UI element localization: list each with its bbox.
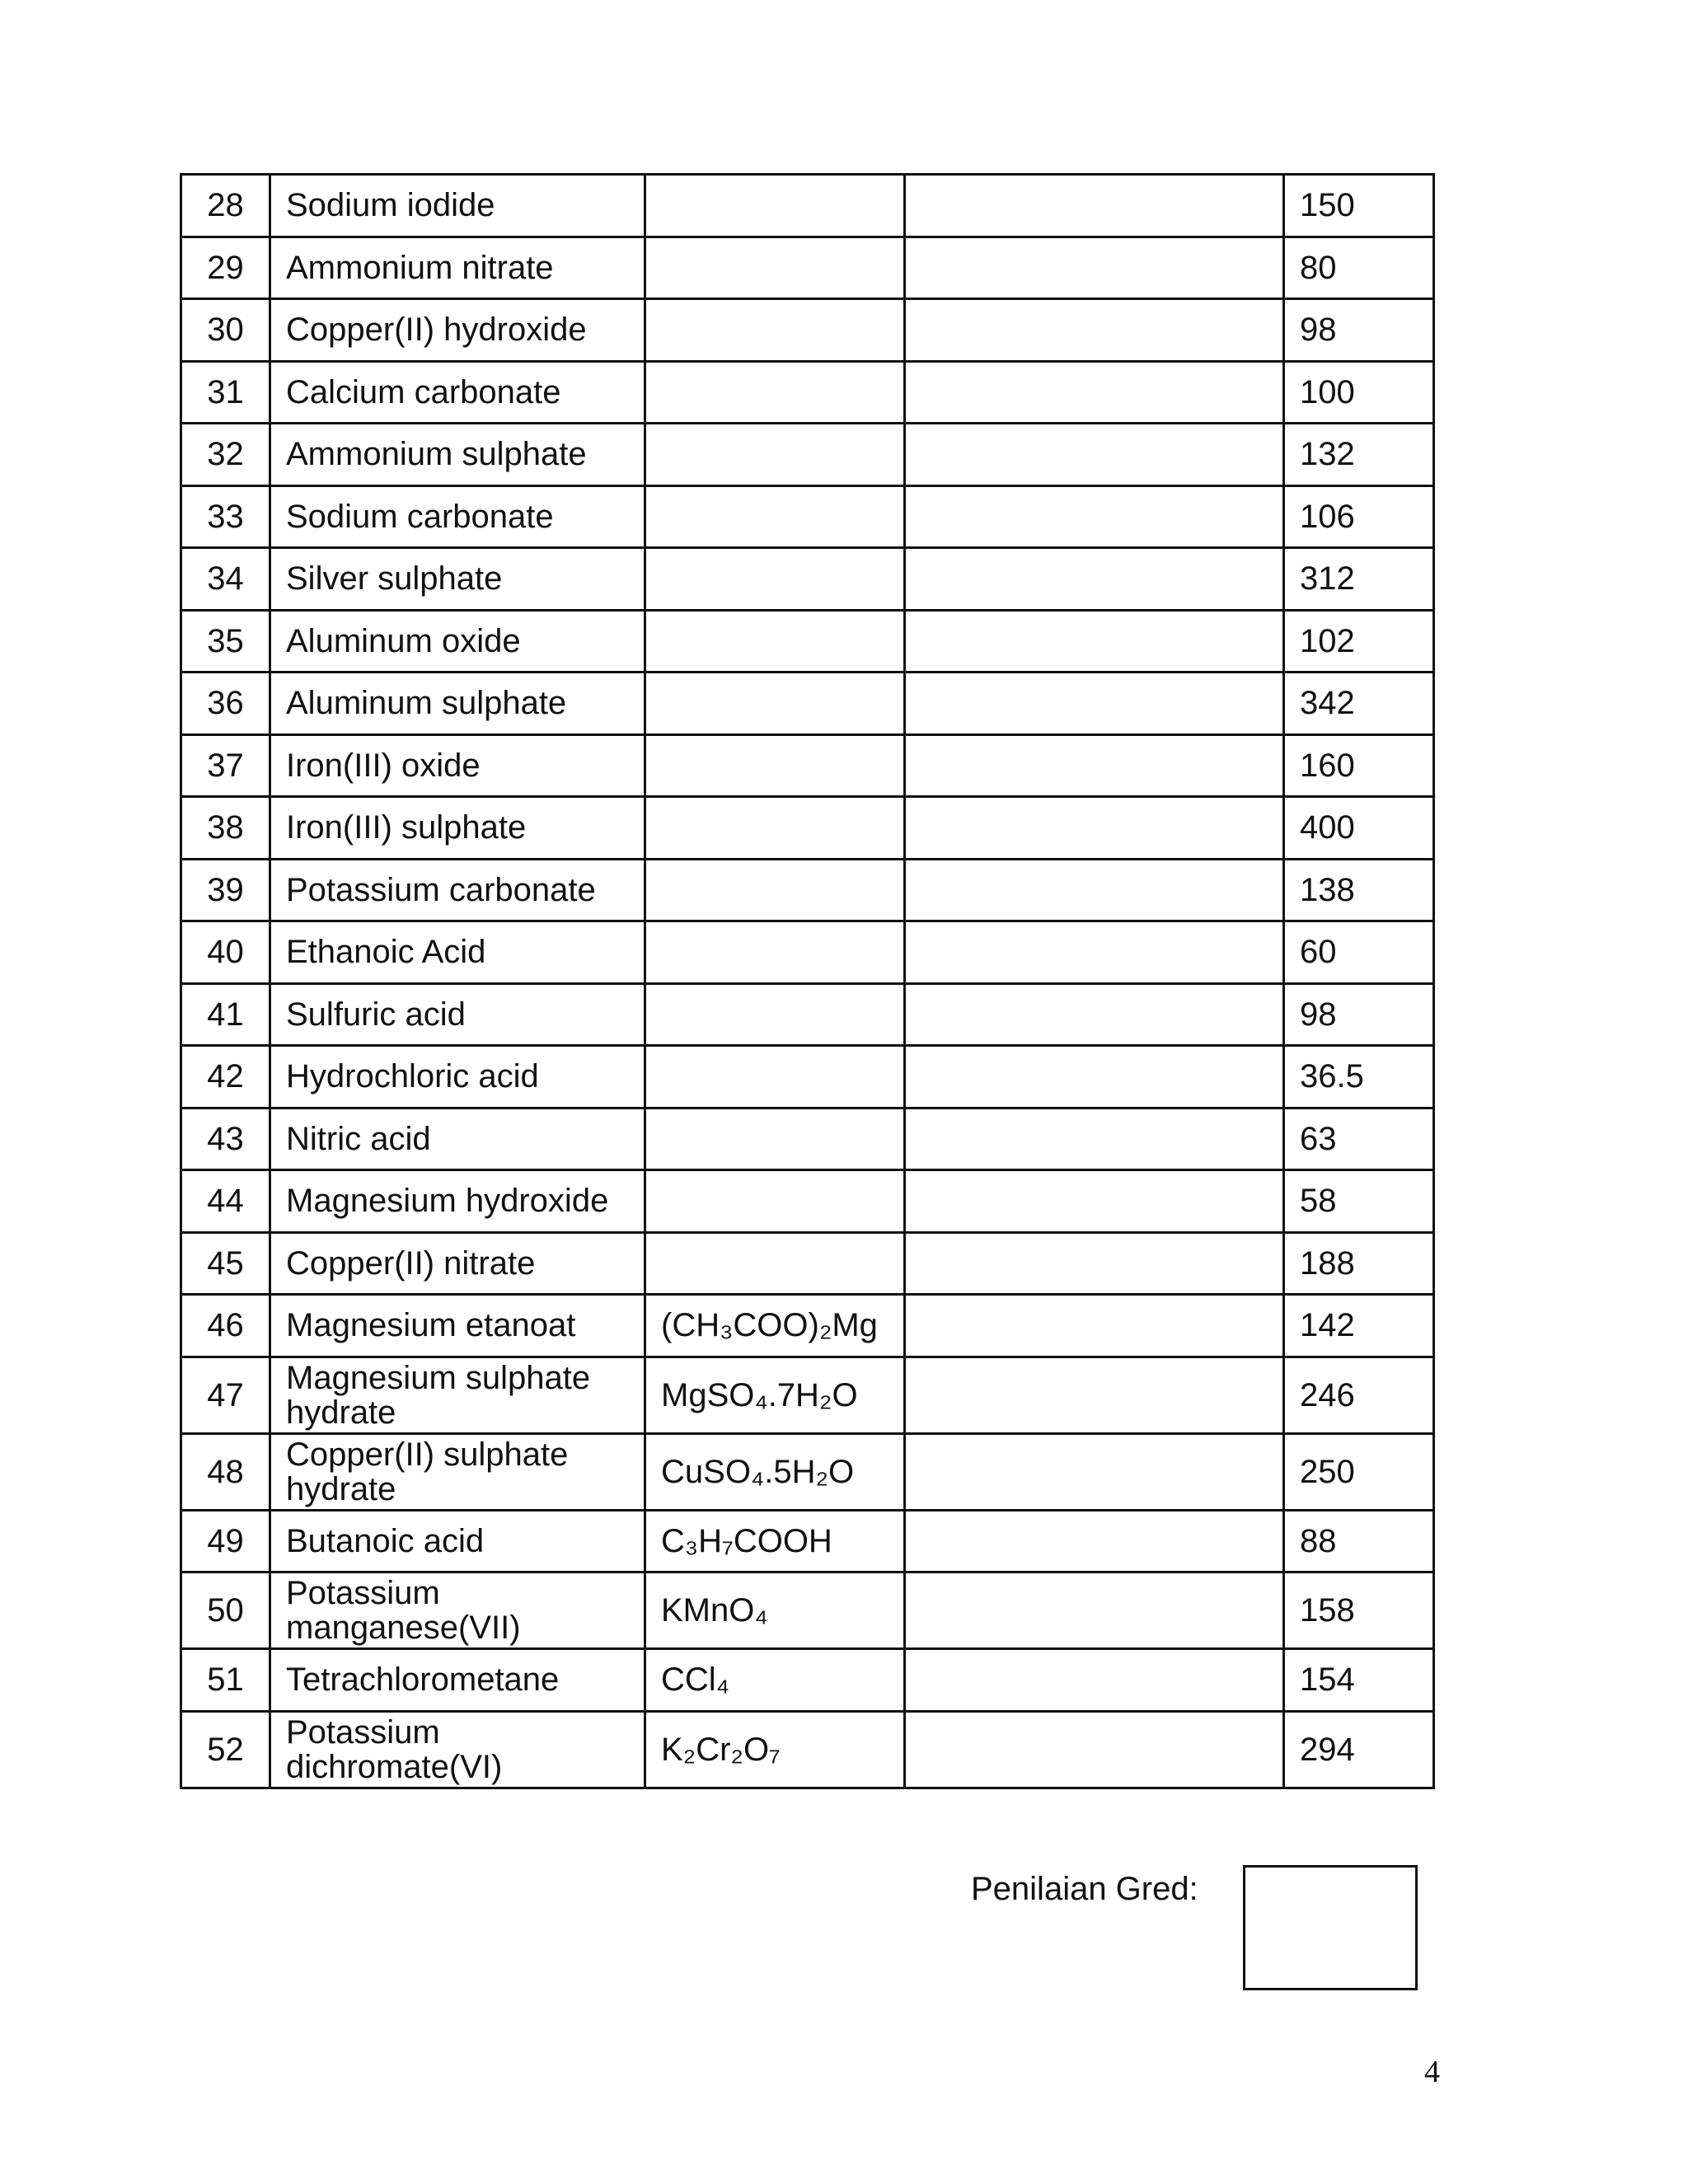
- molar-mass-cell: 132: [1284, 424, 1434, 486]
- compound-name-cell: Sodium iodide: [270, 175, 645, 237]
- formula-cell: (CH₃COO)₂Mg: [645, 1295, 905, 1357]
- row-number-cell: 36: [181, 673, 270, 735]
- blank-cell[interactable]: [905, 1572, 1284, 1649]
- formula-cell: CuSO₄.5H₂O: [645, 1433, 905, 1510]
- table-row: [181, 1649, 1434, 1712]
- formula-cell: [645, 734, 905, 797]
- molar-mass-cell: 250: [1284, 1433, 1434, 1510]
- blank-cell[interactable]: [905, 1357, 1284, 1433]
- blank-cell[interactable]: [905, 1170, 1284, 1233]
- compound-name-cell: Copper(II) nitrate: [270, 1232, 645, 1295]
- molar-mass-cell: 142: [1284, 1295, 1434, 1357]
- compound-table: [180, 173, 1435, 1789]
- row-number-cell: 43: [181, 1108, 270, 1170]
- molar-mass-cell: 342: [1284, 673, 1434, 735]
- table-row: [181, 424, 1434, 486]
- row-number-cell: 50: [181, 1572, 270, 1649]
- compound-name-cell: Hydrochloric acid: [270, 1046, 645, 1108]
- table-row: [181, 859, 1434, 921]
- molar-mass-cell: 63: [1284, 1108, 1434, 1170]
- molar-mass-cell: 400: [1284, 797, 1434, 860]
- formula-cell: [645, 361, 905, 424]
- blank-cell[interactable]: [905, 1108, 1284, 1170]
- row-number-cell: 35: [181, 610, 270, 673]
- table-row: [181, 237, 1434, 299]
- table-row: [181, 299, 1434, 362]
- row-number-cell: 32: [181, 424, 270, 486]
- compound-name-cell: Magnesium hydroxide: [270, 1170, 645, 1233]
- molar-mass-cell: 294: [1284, 1711, 1434, 1788]
- compound-name-cell: Copper(II) hydroxide: [270, 299, 645, 362]
- row-number-cell: 52: [181, 1711, 270, 1788]
- row-number-cell: 41: [181, 983, 270, 1046]
- table-row: [181, 1295, 1434, 1357]
- table-row: [181, 1572, 1434, 1649]
- grade-label: Penilaian Gred:: [971, 1871, 1198, 1907]
- row-number-cell: 33: [181, 485, 270, 548]
- molar-mass-cell: 98: [1284, 299, 1434, 362]
- molar-mass-cell: 60: [1284, 921, 1434, 984]
- table-row: [181, 610, 1434, 673]
- blank-cell[interactable]: [905, 237, 1284, 299]
- formula-cell: [645, 1108, 905, 1170]
- table-row: [181, 673, 1434, 735]
- row-number-cell: 47: [181, 1357, 270, 1433]
- compound-name-cell: Ammonium nitrate: [270, 237, 645, 299]
- row-number-cell: 28: [181, 175, 270, 237]
- blank-cell[interactable]: [905, 175, 1284, 237]
- compound-name-cell: Ammonium sulphate: [270, 424, 645, 486]
- blank-cell[interactable]: [905, 921, 1284, 984]
- blank-cell[interactable]: [905, 1510, 1284, 1572]
- molar-mass-cell: 98: [1284, 983, 1434, 1046]
- compound-name-cell: Ethanoic Acid: [270, 921, 645, 984]
- row-number-cell: 48: [181, 1433, 270, 1510]
- molar-mass-cell: 106: [1284, 485, 1434, 548]
- blank-cell[interactable]: [905, 1649, 1284, 1712]
- row-number-cell: 37: [181, 734, 270, 797]
- table-row: [181, 921, 1434, 984]
- formula-cell: [645, 299, 905, 362]
- compound-name-cell: Potassium carbonate: [270, 859, 645, 921]
- molar-mass-cell: 36.5: [1284, 1046, 1434, 1108]
- formula-cell: [645, 797, 905, 860]
- row-number-cell: 40: [181, 921, 270, 984]
- table-row: [181, 983, 1434, 1046]
- compound-name-cell: Calcium carbonate: [270, 361, 645, 424]
- compound-name-cell: Aluminum oxide: [270, 610, 645, 673]
- table-row: [181, 175, 1434, 237]
- table-row: [181, 361, 1434, 424]
- blank-cell[interactable]: [905, 859, 1284, 921]
- blank-cell[interactable]: [905, 1232, 1284, 1295]
- grade-box[interactable]: [1243, 1865, 1418, 1990]
- formula-cell: C₃H₇COOH: [645, 1510, 905, 1572]
- blank-cell[interactable]: [905, 424, 1284, 486]
- row-number-cell: 49: [181, 1510, 270, 1572]
- table-row: [181, 1108, 1434, 1170]
- compound-name-cell: Copper(II) sulphate hydrate: [270, 1433, 645, 1510]
- table-row: [181, 1170, 1434, 1233]
- molar-mass-cell: 102: [1284, 610, 1434, 673]
- blank-cell[interactable]: [905, 797, 1284, 860]
- blank-cell[interactable]: [905, 1295, 1284, 1357]
- table-row: [181, 1046, 1434, 1108]
- table-row: [181, 797, 1434, 860]
- molar-mass-cell: 88: [1284, 1510, 1434, 1572]
- molar-mass-cell: 158: [1284, 1572, 1434, 1649]
- compound-name-cell: Sulfuric acid: [270, 983, 645, 1046]
- compound-name-cell: Magnesium etanoat: [270, 1295, 645, 1357]
- molar-mass-cell: 58: [1284, 1170, 1434, 1233]
- formula-cell: [645, 921, 905, 984]
- compound-name-cell: Potassium manganese(VII): [270, 1572, 645, 1649]
- row-number-cell: 46: [181, 1295, 270, 1357]
- row-number-cell: 29: [181, 237, 270, 299]
- row-number-cell: 51: [181, 1649, 270, 1712]
- row-number-cell: 34: [181, 548, 270, 611]
- blank-cell[interactable]: [905, 548, 1284, 611]
- row-number-cell: 31: [181, 361, 270, 424]
- compound-name-cell: Iron(III) oxide: [270, 734, 645, 797]
- molar-mass-cell: 80: [1284, 237, 1434, 299]
- compound-name-cell: Magnesium sulphate hydrate: [270, 1357, 645, 1433]
- compound-name-cell: Butanoic acid: [270, 1510, 645, 1572]
- formula-cell: [645, 485, 905, 548]
- formula-cell: [645, 1046, 905, 1108]
- blank-cell[interactable]: [905, 1046, 1284, 1108]
- formula-cell: [645, 983, 905, 1046]
- molar-mass-cell: 188: [1284, 1232, 1434, 1295]
- formula-cell: [645, 859, 905, 921]
- compound-name-cell: Tetrachlorometane: [270, 1649, 645, 1712]
- molar-mass-cell: 160: [1284, 734, 1434, 797]
- table-row: [181, 1510, 1434, 1572]
- compound-name-cell: Sodium carbonate: [270, 485, 645, 548]
- molar-mass-cell: 150: [1284, 175, 1434, 237]
- table-row: [181, 734, 1434, 797]
- blank-cell[interactable]: [905, 983, 1284, 1046]
- compound-name-cell: Nitric acid: [270, 1108, 645, 1170]
- page-number: 4: [1424, 2055, 1440, 2089]
- table-row: [181, 1232, 1434, 1295]
- compound-name-cell: Iron(III) sulphate: [270, 797, 645, 860]
- molar-mass-cell: 100: [1284, 361, 1434, 424]
- row-number-cell: 44: [181, 1170, 270, 1233]
- formula-cell: [645, 673, 905, 735]
- formula-cell: [645, 237, 905, 299]
- table-row: [181, 485, 1434, 548]
- blank-cell[interactable]: [905, 610, 1284, 673]
- molar-mass-cell: 154: [1284, 1649, 1434, 1712]
- formula-cell: MgSO₄.7H₂O: [645, 1357, 905, 1433]
- row-number-cell: 30: [181, 299, 270, 362]
- formula-cell: [645, 1232, 905, 1295]
- formula-cell: CCl₄: [645, 1649, 905, 1712]
- blank-cell[interactable]: [905, 1711, 1284, 1788]
- blank-cell[interactable]: [905, 485, 1284, 548]
- molar-mass-cell: 312: [1284, 548, 1434, 611]
- row-number-cell: 38: [181, 797, 270, 860]
- formula-cell: K₂Cr₂O₇: [645, 1711, 905, 1788]
- formula-cell: [645, 424, 905, 486]
- formula-cell: [645, 1170, 905, 1233]
- table-row: [181, 548, 1434, 611]
- molar-mass-cell: 246: [1284, 1357, 1434, 1433]
- table-row: [181, 1711, 1434, 1788]
- molar-mass-cell: 138: [1284, 859, 1434, 921]
- formula-cell: [645, 548, 905, 611]
- row-number-cell: 39: [181, 859, 270, 921]
- formula-cell: KMnO₄: [645, 1572, 905, 1649]
- compound-name-cell: Potassium dichromate(VI): [270, 1711, 645, 1788]
- blank-cell[interactable]: [905, 299, 1284, 362]
- blank-cell[interactable]: [905, 734, 1284, 797]
- compound-name-cell: Silver sulphate: [270, 548, 645, 611]
- table-row: [181, 1357, 1434, 1433]
- compound-name-cell: Aluminum sulphate: [270, 673, 645, 735]
- formula-cell: [645, 175, 905, 237]
- row-number-cell: 42: [181, 1046, 270, 1108]
- row-number-cell: 45: [181, 1232, 270, 1295]
- table-row: [181, 1433, 1434, 1510]
- compound-table-body: [181, 175, 1434, 1788]
- blank-cell[interactable]: [905, 361, 1284, 424]
- blank-cell[interactable]: [905, 673, 1284, 735]
- blank-cell[interactable]: [905, 1433, 1284, 1510]
- formula-cell: [645, 610, 905, 673]
